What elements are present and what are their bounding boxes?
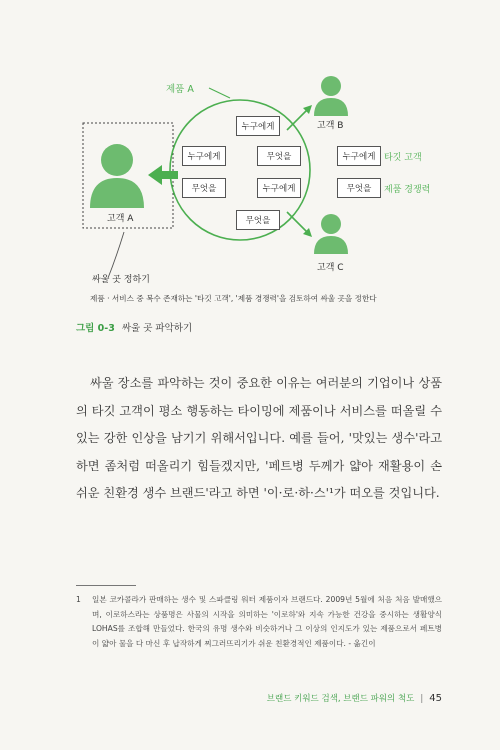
footer-separator: |: [420, 694, 424, 704]
battlefield-label: 싸울 곳 정하기: [92, 275, 150, 285]
legend-what-box: 무엇을: [337, 178, 381, 198]
figure-title: [76, 320, 192, 334]
customer-b-icon: [314, 76, 348, 116]
legend-what-label: 제품 경쟁력: [384, 185, 431, 195]
arrow-to-customer-b-icon: [287, 109, 308, 130]
arrow-to-customer-c-icon: [287, 212, 308, 233]
battlefield-diagram: [0, 0, 500, 290]
running-footer-section: 브랜드 키워드 검색, 브랜드 파워의 척도: [266, 694, 415, 704]
customer-a-label: 고객 A: [107, 214, 134, 224]
footnote-rule: [76, 585, 136, 586]
what-box-1: 무엇을: [182, 178, 226, 198]
customer-b-label: 고객 B: [317, 121, 344, 131]
legend-who-label: 타깃 고객: [384, 153, 422, 163]
running-footer: [267, 692, 442, 704]
battlefield-pointer: [108, 232, 124, 278]
product-a-label: 제품 A: [166, 84, 194, 95]
who-box-2: 누구에게: [257, 178, 301, 198]
figure-title-text: 싸울 곳 파악하기: [121, 323, 193, 334]
figure-caption: 제품 · 서비스 중 복수 존재하는 '타깃 고객', '제품 경쟁력'을 검토하여 싸울 곳을 정한다: [90, 294, 377, 303]
customer-c-label: 고객 C: [317, 263, 344, 273]
legend-who-box: 누구에게: [337, 146, 381, 166]
product-a-leader: [209, 88, 230, 98]
footnote-number: 1: [76, 595, 81, 604]
figure-number: 그림 0-3: [76, 323, 115, 334]
customer-c-icon: [314, 214, 348, 254]
footnote-text: 일본 코카콜라가 판매하는 생수 및 스파클링 워터 제품이자 브랜드다. 2009년 5월에 처음 처음 발매했으며, 이로하스라는 상품명은 사물의 시작을 의미하는 '이로하'와 지속 가능한 건강을 중시하는 생활양식 LOHAS를 조합해 만들었다. 한국의 유명 생수와 비슷하거나 그 이상의 인지도가 있는 제품으로서 페트병이 얇아 물을 다 마신 후 납작하게 찌그러뜨리기가 쉬운 친환경적인 제품이다. - 옮긴이: [92, 595, 442, 648]
body-paragraph: 싸울 장소를 파악하는 것이 중요한 이유는 여러분의 기업이나 상품의 타깃 고객이 평소 행동하는 타이밍에 제품이나 서비스를 떠올릴 수 있는 강한 인상을 남기기 위해서입니다. 예를 들어, '맛있는 생수'라고 하면 좀처럼 떠올리기 힘들겠지만, '페트병 두께가 얇아 재활용이 손쉬운 친환경 생수 브랜드'라고 하면 '이·로·하·스'¹가 떠오를 것입니다.: [76, 376, 442, 500]
what-box-2: 무엇을: [257, 146, 301, 166]
who-box-1: 누구에게: [182, 146, 226, 166]
what-box-3: 무엇을: [236, 210, 280, 230]
footnote: [76, 593, 442, 651]
customer-a-icon: [90, 144, 144, 208]
page-number: 45: [429, 693, 442, 704]
who-box-3: 누구에게: [236, 116, 280, 136]
